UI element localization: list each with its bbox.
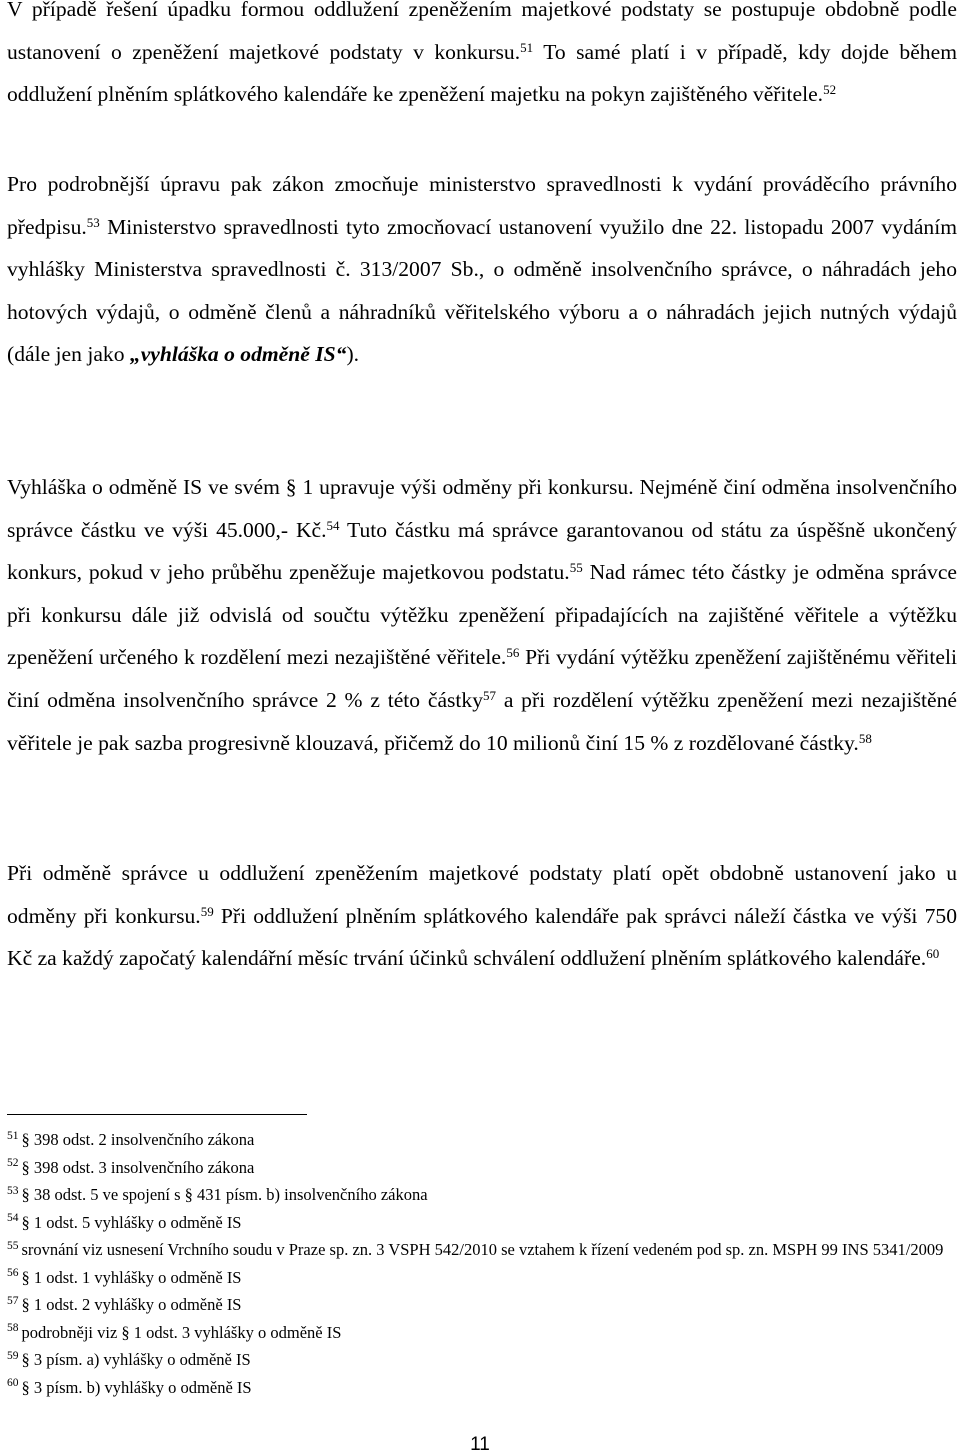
- footnote-text: podrobněji viz § 1 odst. 3 vyhlášky o odměně IS: [21, 1322, 342, 1342]
- footnote-number: 51: [7, 1129, 19, 1142]
- footnote-ref[interactable]: 58: [858, 730, 872, 746]
- text-run: Při oddlužení plněním splátkového kalendáře pak správci náleží částka ve výši 750 Kč za každý započatý kalendářní měsíc trvání účinků schválení oddlužení plněním splátkového kalendáře.: [7, 903, 957, 971]
- defined-term: „vyhláška o odměně IS“: [129, 342, 347, 367]
- footnotes: [7, 1126, 957, 1401]
- footnote: [7, 1236, 957, 1264]
- footnote-number: 56: [7, 1267, 19, 1280]
- footnote-separator: [7, 1114, 307, 1115]
- footnote-ref[interactable]: 53: [86, 214, 100, 230]
- text-run: Ministerstvo spravedlnosti tyto zmocňovací ustanovení využilo dne 22. listopadu 2007 vydáním vyhlášky Ministerstva spravedlnosti č. 313/2007 Sb., o odměně insolvenčního správce, o náhradách jeho hotových výdajů, o odměně členů a náhradníků věřitelského výboru a o náhradách jejich nutných výdajů (dále jen jako: [7, 214, 957, 367]
- paragraph-4: [7, 852, 957, 980]
- text-run: Při odměně správce u oddlužení zpeněžením majetkové podstaty platí opět obdobně ustanovení jako u odměny při konkursu.: [7, 861, 957, 928]
- text-run: Nad rámec této částky je odměna správce při konkursu dále již odvislá od součtu výtěžku zpeněžení připadajících na zajištěné věřitele a výtěžku zpeněžení určeného k rozdělení mezi nezajištěné věřitele.: [7, 560, 957, 670]
- footnote-text: § 398 odst. 3 insolvenčního zákona: [21, 1157, 255, 1177]
- paragraph-2: [7, 163, 957, 376]
- footnote: [7, 1291, 957, 1319]
- text-run: Při vydání výtěžku zpeněžení zajištěnému věřiteli činí odměna insolvenčního správce 2 % z této částky: [7, 645, 958, 712]
- text-run: Pro podrobnější úpravu pak zákon zmocňuje ministerstvo spravedlnosti k vydání prováděcího právního předpisu.: [7, 172, 957, 239]
- footnote: [7, 1209, 957, 1237]
- footnote-number: 52: [7, 1157, 19, 1170]
- footnote-number: 54: [7, 1212, 19, 1225]
- paragraph-1: [7, 0, 957, 116]
- text-run: V případě řešení úpadku formou oddlužení zpeněžením majetkové podstaty se postupuje obdobně podle ustanovení o zpeněžení majetkové podstaty v konkursu.: [7, 0, 957, 64]
- paragraph-3: [7, 466, 957, 764]
- text-run: Vyhláška o odměně IS ve svém § 1 upravuje výši odměny při konkursu. Nejméně činí odměna insolvenčního správce částku ve výši 45.000,- Kč.: [7, 475, 957, 542]
- footnote-text: srovnání viz usnesení Vrchního soudu v Praze sp. zn. 3 VSPH 542/2010 se vztahem k řízení vedeném pod sp. zn. MSPH 99 INS 5341/2009: [21, 1240, 944, 1259]
- footnote-ref[interactable]: 55: [569, 560, 583, 576]
- footnote-ref[interactable]: 59: [200, 903, 214, 919]
- text-run: a při rozdělení výtěžku zpeněžení mezi nezajištěné věřitele je pak sazba progresivně klouzavá, přičemž do 10 milionů činí 15 % z rozdělované částky.: [7, 687, 957, 755]
- footnote-text: § 1 odst. 5 vyhlášky o odměně IS: [21, 1212, 242, 1232]
- footnote-number: 53: [7, 1184, 19, 1197]
- footnote: [7, 1126, 957, 1154]
- text-run: To samé platí i v případě, kdy dojde během oddlužení plněním splátkového kalendáře ke zpeněžení majetku na pokyn zajištěného věřitele.: [7, 39, 957, 107]
- footnote-text: § 3 písm. b) vyhlášky o odměně IS: [21, 1377, 252, 1397]
- footnote-number: 59: [7, 1349, 19, 1362]
- footnote-ref[interactable]: 51: [520, 39, 534, 55]
- footnote-ref[interactable]: 56: [506, 645, 520, 661]
- footnote-number: 60: [7, 1377, 19, 1390]
- footnote: [7, 1264, 957, 1292]
- footnote-ref[interactable]: 52: [823, 82, 837, 98]
- footnote-text: § 3 písm. a) vyhlášky o odměně IS: [21, 1350, 251, 1369]
- text-run: ).: [346, 342, 360, 367]
- footnote: [7, 1374, 957, 1402]
- footnote: [7, 1154, 957, 1182]
- footnote-number: 55: [7, 1239, 19, 1252]
- footnote-ref[interactable]: 54: [326, 517, 340, 533]
- footnote-number: 57: [7, 1294, 19, 1307]
- footnote: [7, 1181, 957, 1209]
- text-run: Tuto částku má správce garantovanou od státu za úspěšně ukončený konkurs, pokud v jeho průběhu zpeněžuje majetkovou podstatu.: [7, 517, 957, 585]
- footnote: [7, 1346, 957, 1374]
- footnote-ref[interactable]: 57: [483, 687, 497, 703]
- footnote-text: § 1 odst. 2 vyhlášky o odměně IS: [21, 1295, 242, 1314]
- footnote-ref[interactable]: 60: [926, 946, 940, 962]
- page-number: 11: [470, 1434, 490, 1455]
- footnote-number: 58: [7, 1322, 19, 1335]
- footnote-text: § 38 odst. 5 ve spojení s § 431 písm. b) insolvenčního zákona: [21, 1185, 428, 1204]
- footnote-text: § 398 odst. 2 insolvenčního zákona: [21, 1130, 255, 1149]
- footnote-text: § 1 odst. 1 vyhlášky o odměně IS: [21, 1267, 242, 1287]
- footnote: [7, 1319, 957, 1347]
